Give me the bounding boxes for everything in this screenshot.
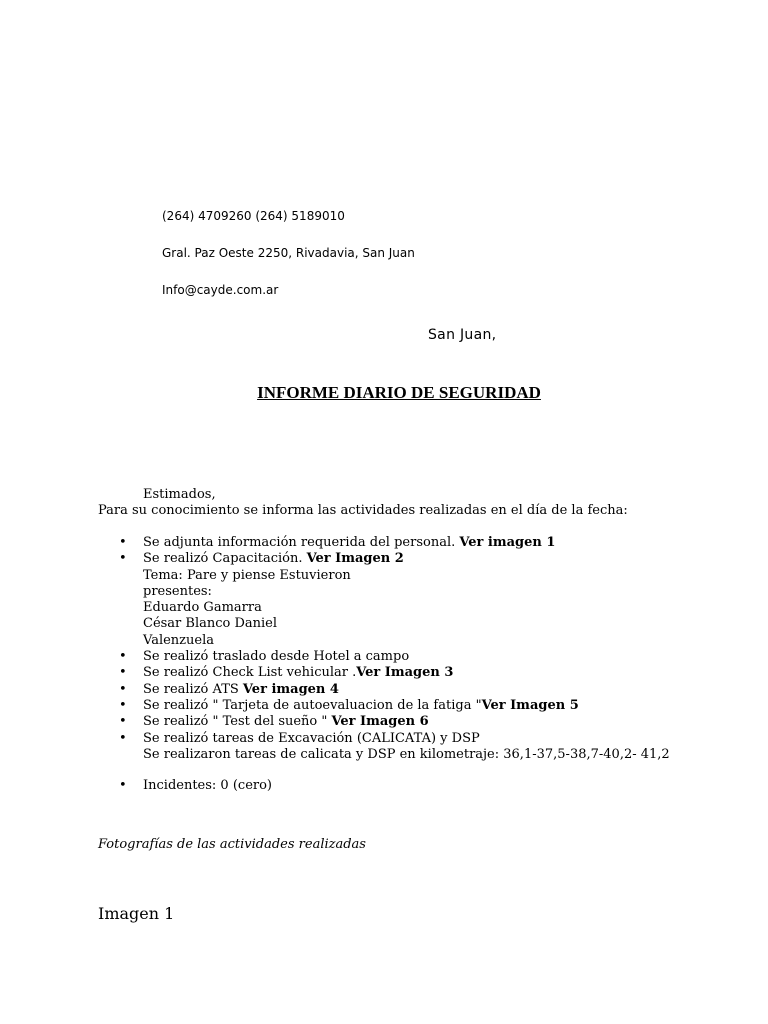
list-item bbox=[119, 714, 670, 730]
activity-list bbox=[119, 535, 670, 794]
list-item bbox=[119, 698, 670, 714]
item-subline: presentes: bbox=[143, 583, 212, 599]
item-text: Se adjunta información requerida del personal. bbox=[143, 535, 460, 550]
city-date-line: San Juan, bbox=[428, 327, 497, 343]
item-subline: Valenzuela bbox=[143, 632, 214, 648]
item-text: Se realizó " Test del sueño " bbox=[143, 714, 332, 730]
list-item bbox=[119, 682, 670, 698]
list-item bbox=[119, 535, 670, 551]
image-reference-link[interactable]: Ver imagen 1 bbox=[459, 535, 556, 550]
item-text: Se realizó " Tarjeta de autoevaluacion de la fatiga " bbox=[143, 697, 482, 713]
list-item bbox=[119, 551, 670, 649]
item-text: Se realizó traslado desde Hotel a campo bbox=[143, 649, 410, 665]
item-text: Se realizó Capacitación. bbox=[143, 551, 307, 567]
image-reference-link[interactable]: Ver Imagen 5 bbox=[481, 697, 579, 713]
contact-email: Info@cayde.com.ar bbox=[162, 283, 279, 297]
item-subline: César Blanco Daniel bbox=[143, 616, 278, 632]
item-subline: Tema: Pare y piense Estuvieron bbox=[143, 567, 351, 583]
greeting: Estimados, bbox=[143, 487, 216, 502]
report-title: INFORME DIARIO DE SEGURIDAD bbox=[257, 383, 541, 402]
photos-caption: Fotografías de las actividades realizadas bbox=[98, 837, 366, 852]
list-item bbox=[119, 778, 670, 794]
contact-phone: (264) 4709260 (264) 5189010 bbox=[162, 209, 345, 223]
item-text: Se realizó tareas de Excavación (CALICATA) y DSP bbox=[143, 730, 480, 746]
list-item bbox=[119, 649, 670, 665]
item-subline: Eduardo Gamarra bbox=[143, 600, 262, 616]
image-reference-link[interactable]: Ver Imagen 2 bbox=[306, 551, 404, 567]
item-text: Incidentes: 0 (cero) bbox=[143, 778, 272, 794]
item-subline: Se realizaron tareas de calicata y DSP en kilometraje: 36,1-37,5-38,7-40,2- 41,2 bbox=[143, 746, 670, 762]
image-reference-link[interactable]: Ver Imagen 3 bbox=[356, 665, 454, 681]
item-text: Se realizó Check List vehicular . bbox=[143, 665, 357, 681]
image-1-heading: Imagen 1 bbox=[98, 904, 175, 923]
contact-address: Gral. Paz Oeste 2250, Rivadavia, San Juan bbox=[162, 246, 415, 260]
image-reference-link[interactable]: Ver imagen 4 bbox=[242, 681, 339, 697]
item-text: Se realizó ATS bbox=[143, 681, 243, 697]
list-item bbox=[119, 731, 670, 764]
intro-paragraph: Para su conocimiento se informa las actividades realizadas en el día de la fecha: bbox=[98, 503, 628, 518]
image-reference-link[interactable]: Ver Imagen 6 bbox=[331, 714, 429, 730]
list-item bbox=[119, 665, 670, 681]
